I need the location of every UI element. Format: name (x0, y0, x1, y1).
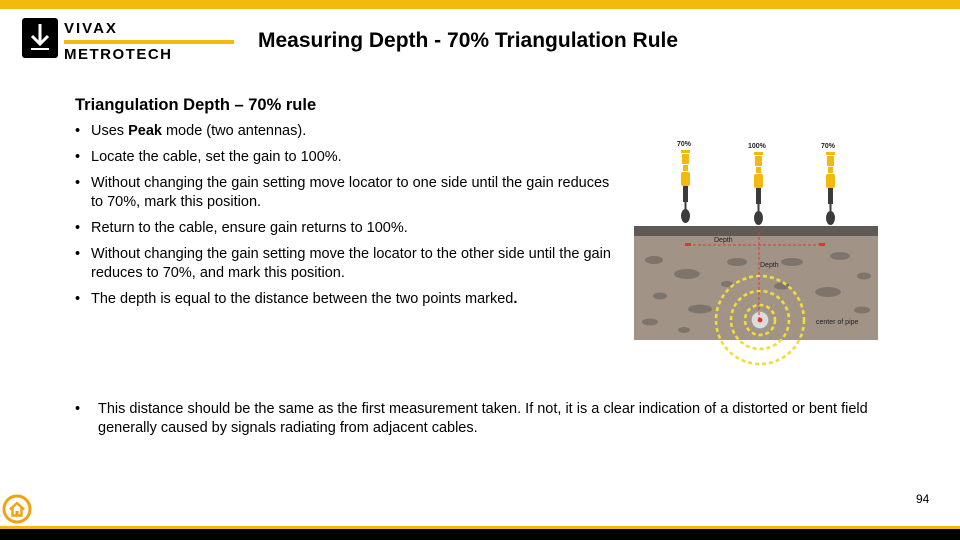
list-item (75, 174, 615, 212)
closing-note-text: This distance should be the same as the first measurement taken. If not, it is a clear indication of a distorted or bent field generally caused by signals radiating from adjacent cables. (98, 401, 868, 436)
list-item-text: The depth is equal to the distance between the two points marked (91, 291, 514, 307)
locator-label-left: 70% (677, 141, 692, 148)
list-item-bold-text: Peak (128, 123, 162, 139)
depth-label-vertical: Depth (760, 262, 779, 269)
list-item (75, 122, 615, 141)
bullet-point: • (75, 175, 81, 191)
list-item-text: Without changing the gain setting move locator to one side until the gain reduces to 70%, mark this position. (91, 175, 610, 210)
locator-label-right: 70% (821, 143, 836, 150)
list-item-text: Return to the cable, ensure gain returns to 100%. (91, 220, 408, 236)
section-heading: Triangulation Depth – 70% rule (75, 96, 317, 114)
list-item (75, 290, 615, 309)
bullet-point: • (75, 291, 81, 307)
slide-title: Measuring Depth - 70% Triangulation Rule (258, 29, 679, 52)
home-icon[interactable] (2, 494, 32, 524)
list-item-period: . (513, 291, 518, 307)
marked-point-left (685, 243, 691, 246)
list-item (75, 148, 615, 167)
logo-mark-icon (22, 18, 58, 58)
depth-label-horizontal: Depth (714, 237, 733, 244)
logo-underline (64, 40, 234, 44)
top-accent-band (0, 0, 960, 9)
locator-right (821, 143, 836, 225)
list-item-text: Locate the cable, set the gain to 100%. (91, 149, 342, 165)
list-item-text: Without changing the gain setting move the locator to the other side until the gain reduces to 70%, and mark this position. (91, 246, 611, 281)
marked-point-right (819, 243, 825, 246)
ground-surface-line (634, 226, 878, 236)
locator-label-center: 100% (748, 143, 766, 150)
bullet-point: • (75, 123, 81, 139)
bullet-point: • (75, 149, 81, 165)
bullet-point: • (75, 246, 81, 262)
instruction-list (75, 122, 615, 316)
list-item (75, 245, 615, 283)
closing-note (75, 400, 905, 438)
locator-center (748, 143, 767, 225)
logo-text-metrotech: METROTECH (64, 46, 173, 63)
triangulation-diagram (632, 134, 880, 374)
list-item-text: mode (two antennas). (161, 123, 307, 139)
bullet-point: • (75, 401, 81, 417)
bullet-point: • (75, 220, 81, 236)
page-number: 94 (916, 492, 930, 506)
company-logo (22, 18, 217, 62)
pipe-label: center of pipe (816, 319, 859, 326)
locator-left (677, 141, 692, 223)
logo-text-vivax: VIVAX (64, 20, 118, 37)
list-item-text: Uses (91, 123, 129, 139)
list-item (75, 219, 615, 238)
bottom-footer-band (0, 529, 960, 540)
pipe-center-marker (758, 318, 763, 323)
